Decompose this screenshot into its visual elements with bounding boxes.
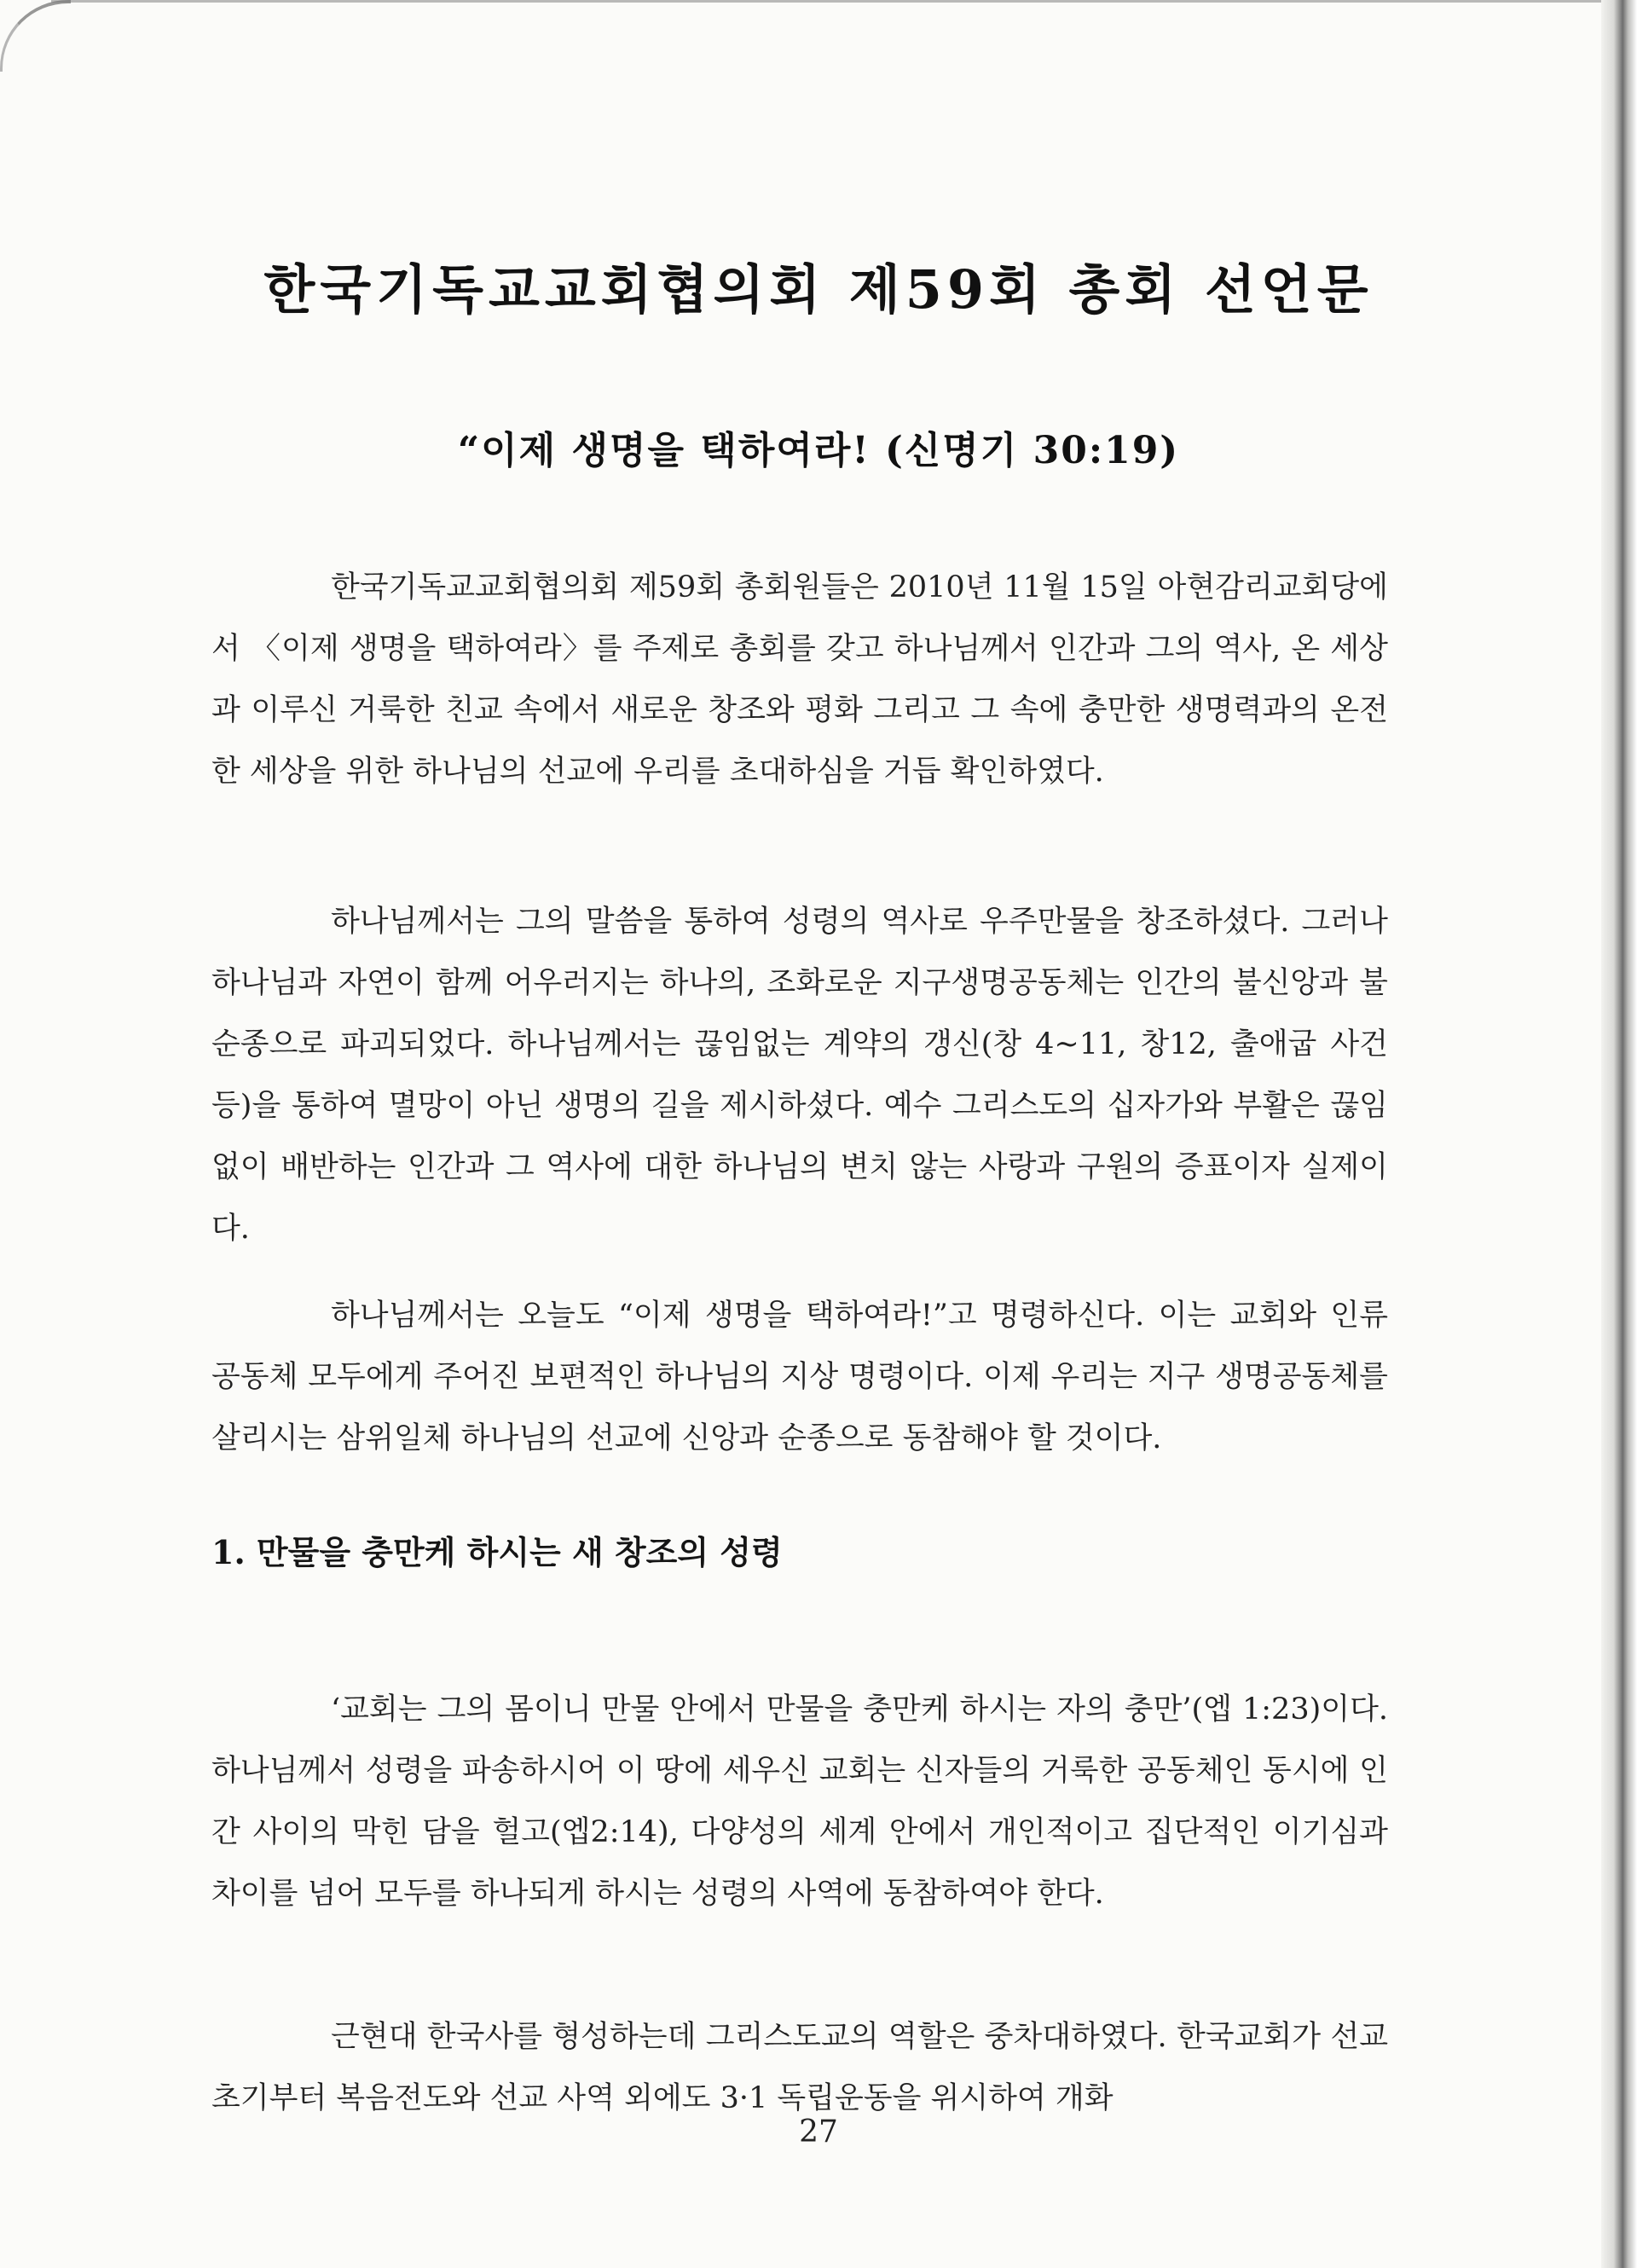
paragraph-1: 한국기독교교회협의회 제59회 총회원들은 2010년 11월 15일 아현감리교회당에서 〈이제 생명을 택하여라〉를 주제로 총회를 갖고 하나님께서 인간과 그의 역사, 온 세상과 이루신 거룩한 친교 속에서 새로운 창조와 평화 그리고 그 속에 충만한 생명력과의 온전한 세상을 위한 하나님의 선교에 우리를 초대하심을 거듭 확인하였다.: [211, 570, 1388, 789]
paragraph-2: 하나님께서는 그의 말씀을 통하여 성령의 역사로 우주만물을 창조하셨다. 그러나 하나님과 자연이 함께 어우러지는 하나의, 조화로운 지구생명공동체는 인간의 불신앙과 불순종으로 파괴되었다. 하나님께서는 끊임없는 계약의 갱신(창 4~11, 창12, 출애굽 사건 등)을 통하여 멸망이 아닌 생명의 길을 제시하셨다. 예수 그리스도의 십자가와 부활은 끊임없이 배반하는 인간과 그 역사에 대한 하나님의 변치 않는 사랑과 구원의 증표이자 실제이다.: [211, 905, 1388, 1246]
section-paragraph-2: 근현대 한국사를 형성하는데 그리스도교의 역할은 중차대하였다. 한국교회가 선교초기부터 복음전도와 선교 사역 외에도 3·1 독립운동을 위시하여 개화: [211, 2020, 1388, 2115]
page-number: 27: [799, 2115, 838, 2149]
document-title: 한국기독교교회협의회 제59회 총회 선언문: [263, 258, 1374, 321]
section-heading: 1. 만물을 충만케 하시는 새 창조의 성령: [211, 1533, 783, 1571]
section-paragraph-1: ‘교회는 그의 몸이니 만물 안에서 만물을 충만케 하시는 자의 충만’(엡 1:23)이다. 하나님께서 성령을 파송하시어 이 땅에 세우신 교회는 신자들의 거룩한 공동체인 동시에 인간 사이의 막힌 담을 헐고(엡2:14), 다양성의 세계 안에서 개인적이고 집단적인 이기심과 차이를 넘어 모두를 하나되게 하시는 성령의 사역에 동참하여야 한다.: [211, 1692, 1388, 1911]
page-binding-edge: [1601, 0, 1637, 2268]
document-subtitle: “이제 생명을 택하여라! (신명기 30:19): [457, 429, 1180, 472]
paragraph-3: 하나님께서는 오늘도 “이제 생명을 택하여라!”고 명령하신다. 이는 교회와 인류 공동체 모두에게 주어진 보편적인 하나님의 지상 명령이다. 이제 우리는 지구 생명공동체를 살리시는 삼위일체 하나님의 선교에 신앙과 순종으로 동참해야 할 것이다.: [211, 1299, 1388, 1455]
page-top-edge: [51, 0, 1603, 3]
page-corner-shadow: [0, 0, 71, 72]
